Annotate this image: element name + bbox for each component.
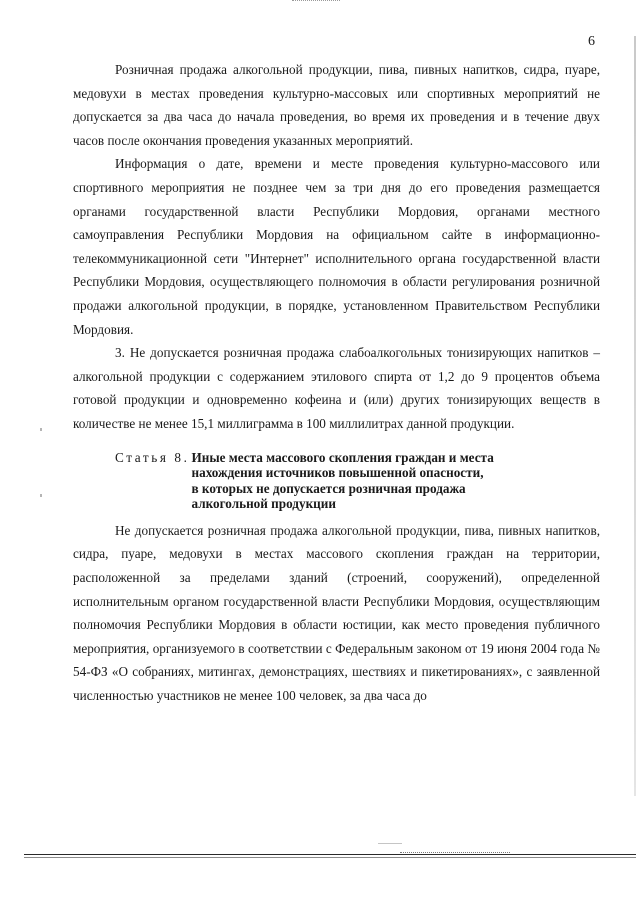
scan-edge-shadow — [634, 36, 636, 796]
document-body — [73, 58, 600, 708]
article-title-line: алкогольной продукции — [191, 496, 336, 512]
article-8-body: Не допускается розничная продажа алкогольной продукции, пива, пивных напитков, сидра, пуаре, медовухи в местах массового скопления граждан на территории, расположенной за пределами зданий (строений, сооружений), определенной исполнительным органом государственной власти Республики Мордовия, осуществляющим полномочия Республики Мордовия в области юстиции, как место проведения публичного мероприятия, организуемого в соответствии с Федеральным законом от 19 июня 2004 года № 54-ФЗ «О собраниях, митингах, демонстрациях, шествиях и пикетированиях», с заявленной численностью участников не менее 100 человек, за два часа до — [73, 522, 600, 704]
page-bottom-rule-shadow — [24, 857, 636, 858]
article-number: Статья 8. — [115, 449, 190, 465]
paragraph-event-information: Информация о дате, времени и месте проведения культурно-массового или спортивного мероприятия не позднее чем за три дня до его проведения размещается органами государственной власти Республики Мордовия, органами местного самоуправления Республики Мордовия на официальном сайте в информационно-телекоммуникационной сети "Интернет" исполнительного органа государственной власти Республики Мордовия, осуществляющего полномочия в области регулирования розничной продажи алкогольной продукции, в порядке, установленном Правительством Республики Мордовия. — [73, 156, 600, 337]
page-bottom-rule — [24, 854, 636, 855]
page-number: 6 — [588, 34, 595, 49]
article-title — [190, 450, 537, 512]
article-title-line: в которых не допускается розничная продажа — [191, 480, 466, 496]
scan-artifact — [378, 843, 402, 847]
article-heading — [115, 450, 600, 512]
scan-speck — [40, 428, 42, 431]
article-title-line: нахождения источников повышенной опасности, — [191, 465, 484, 481]
paragraph-sales-at-events: Розничная продажа алкогольной продукции, пива, пивных напитков, сидра, пуаре, медовухи в местах проведения культурно-массовых или спортивных мероприятий не допускается за два часа до начала проведения, во время их проведения и в течение двух часов после окончания проведения указанных мероприятий. — [73, 62, 600, 148]
article-title-line: Иные места массового скопления граждан и места — [191, 449, 494, 465]
scan-artifact-top — [292, 0, 340, 3]
scan-speck — [40, 494, 42, 497]
paragraph-clause-3: 3. Не допускается розничная продажа слабоалкогольных тонизирующих напитков – алкогольной продукции с содержанием этилового спирта от 1,2 до 9 процентов объема готовой продукции и одновременно кофеина и (или) других тонизирующих веществ в количестве не менее 15,1 миллиграмма в 100 миллилитрах данной продукции. — [73, 345, 600, 431]
